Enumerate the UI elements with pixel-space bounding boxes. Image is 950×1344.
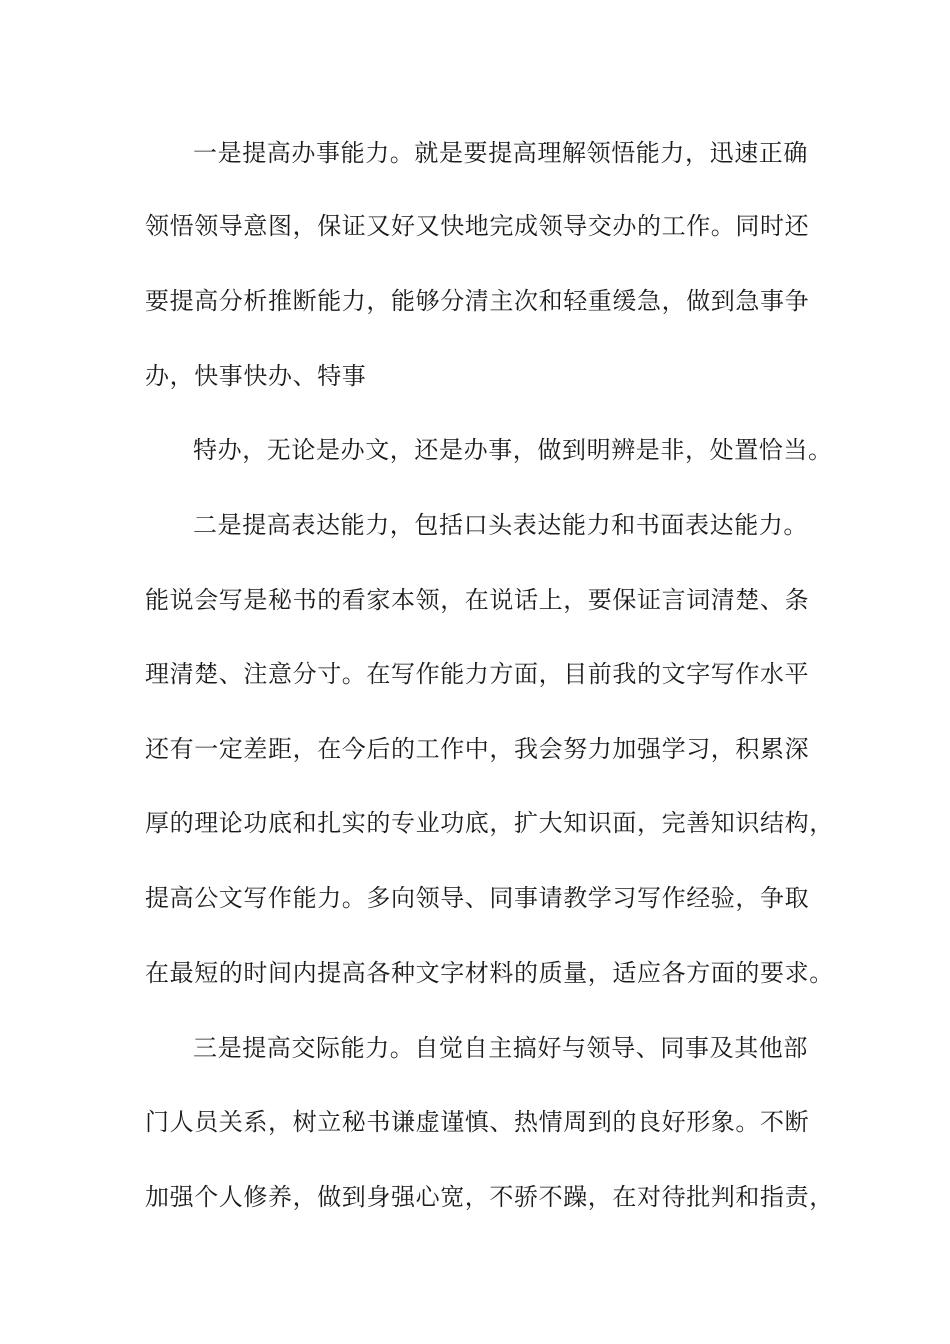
text-line-11: 提高公文写作能力。多向领导、同事请教学习写作经验，争取 — [145, 884, 810, 912]
text-line-4: 办，快事快办、特事 — [145, 362, 367, 390]
text-line-1: 一是提高办事能力。就是要提高理解领悟能力，迅速正确 — [193, 139, 808, 167]
text-line-3: 要提高分析推断能力，能够分清主次和轻重缓急，做到急事争 — [145, 287, 810, 315]
text-line-10: 厚的理论功底和扎实的专业功底，扩大知识面，完善知识结构， — [145, 809, 834, 837]
text-line-7: 能说会写是秘书的看家本领，在说话上，要保证言词清楚、条 — [145, 586, 810, 614]
text-line-9: 还有一定差距，在今后的工作中，我会努力加强学习，积累深 — [145, 735, 810, 763]
text-line-5: 特办，无论是办文，还是办事，做到明辨是非，处置恰当。 — [193, 436, 833, 464]
text-line-2: 领悟领导意图，保证又好又快地完成领导交办的工作。同时还 — [145, 212, 810, 240]
text-line-13: 三是提高交际能力。自觉自主搞好与领导、同事及其他部 — [193, 1034, 808, 1062]
text-line-8: 理清楚、注意分寸。在写作能力方面，目前我的文字写作水平 — [145, 660, 810, 688]
text-line-12: 在最短的时间内提高各种文字材料的质量，适应各方面的要求。 — [145, 959, 834, 987]
text-line-14: 门人员关系，树立秘书谦虚谨慎、热情周到的良好形象。不断 — [145, 1108, 810, 1136]
text-line-15: 加强个人修养，做到身强心宽，不骄不躁，在对待批判和指责， — [145, 1183, 834, 1211]
text-line-6: 二是提高表达能力，包括口头表达能力和书面表达能力。 — [193, 511, 808, 539]
